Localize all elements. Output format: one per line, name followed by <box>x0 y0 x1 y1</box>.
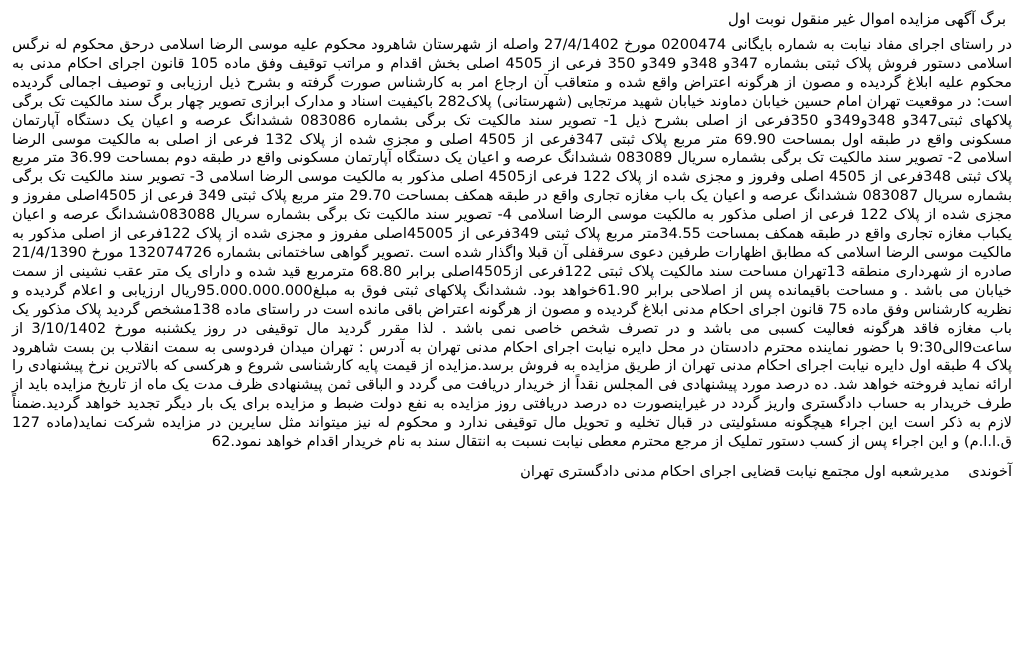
document-title: برگ آگهی مزایده اموال غیر منقول نوبت اول <box>728 10 1006 28</box>
signature-block <box>12 462 1012 482</box>
document-body: در راستای اجرای مفاد نیابت به شماره بایگانی 0200474 مورخ 27/4/1402 واصله از شهرستان شاهرود محکوم علیه موسی الرضا اسلامی درحق محکوم له نرگس اسلامی دستور فروش پلاک ثبتی بشماره 347و 348و 349و 350 فرعی از 4505 اصلی بخش اقدام و مراتب توقیف وفق ماده 105 قانون اجرای احکام مدنی به محکوم علیه ابلاغ گردیده و مصون از هرگونه اعتراض واقع شده و متعاقب آن ارجاع امر به کارشناس صورت گرفته و بشرح ذیل ارزیابی و توصیف اجمالی گردیده است: در موقعیت تهران امام حسین خیابان دماوند خیابان شهید مرتجایی (شهرستانی) پلاک282 باکیفیت اسناد و مدارک ابرازی تصویر چهار برگ سند مالکیت تک برگی پلاکهای ثبتی347و 348و349و 350فرعی از اصلی بشرح ذیل 1- تصویر سند مالکیت تک برگی بشماره 083086 ششدانگ عرصه و اعیان یک دستگاه آپارتمان مسکونی واقع در طبقه اول بمساحت 69.90 متر مربع پلاک ثبتی 347فرعی از 4505 اصلی و مجزی شده از پلاک 132 فرعی از اصلی به مالکیت موسی الرضا اسلامی 2- تصویر سند مالکیت تک برگی بشماره سریال 083089 ششدانگ عرصه و اعیان یک دستگاه آپارتمان مسکونی واقع در طبقه دوم بمساحت 36.99 متر مربع پلاک ثبتی 348فرعی از 4505 اصلی وفروز و مجزی شده از پلاک 122 فرعی از4505 اصلی مذکور به مالکیت موسی الرضا اسلامی 3- تصویر سند مالکیت تک برگی بشماره سریال 083087 ششدانگ عرصه و اعیان یک باب مغازه تجاری واقع در طبقه همکف بمساحت 29.70 متر مربع پلاک ثبتی 349 فرعی از 4505اصلی مفروز و مجزی شده از پلاک 122 فرعی از اصلی مذکور به مالکیت موسی الرضا اسلامی 4- تصویر سند مالکیت تک برگی بشماره سریال 083088ششدانگ عرصه و اعیان یکباب مغازه تجاری واقع در طبقه همکف بمساحت 34.55متر مربع پلاک ثبتی 349فرعی از 45005اصلی مفروز و مجزی شده از پلاک 122فرعی از اصلی مذکور به مالکیت موسی الرضا اسلامی که مطابق اظهارات طرفین دعوی سرقفلی آن قبلا واگذار شده است .تصویر گواهی ساختمانی بشماره 132074726 مورخ 21/4/1390 صادره از شهرداری منطقه 13تهران مساحت سند مالکیت پلاک ثبتی 122فرعی از4505اصلی برابر 68.80 مترمربع قید شده و دارای یک متر عقب نشینی از سمت خیابان می باشد . و مساحت باقیمانده پس از اصلاحی برابر 61.90خواهد بود. ششدانگ پلاکهای ثبتی فوق به مبلغ95.000.000.000ریال ارزیابی و اعلام گردیده و نظریه کارشناس وفق ماده 75 قانون اجرای احکام مدنی ابلاغ گردیده و مصون از هرگونه اعتراض باقی مانده است در راستای ماده 138مشخص گردید پلاک مذکور یک باب مغازه فاقد هرگونه فعالیت کسبی می باشد و در تصرف شخص خاصی نمی باشد . لذا مقرر گردید مال توقیفی در روز یکشنبه مورخ 3/10/1402 از ساعت9الی9:30 با حضور نماینده محترم دادستان در محل دایره نیابت اجرای احکام مدنی تهران به آدرس : تهران میدان فردوسی به سمت انقلاب بن بست شاهرود پلاک 4 طبقه اول دایره نیابت اجرای احکام مدنی تهران از طریق مزایده به فروش برسد.مزایده از قیمت پایه کارشناسی شروع و هرکسی که بالاترین نرخ پیشنهادی را ارائه نماید فروخته خواهد شد. ده درصد مورد پیشنهادی فی المجلس نقداً از خریدار دریافت می گردد و الباقی ثمن پیشنهادی ظرف مدت یک ماه از تاریخ مزایده باید از طرف خریدار به حساب دادگستری واریز گردد در غیراینصورت ده درصد دریافتی روز مزایده به نفع دولت ضبط و مزایده برای یک بار دیگر تجدید خواهد گردید.ضمناً لازم به ذکر است این اجراء هیچگونه مسئولیتی در قبال تخلیه و تحویل مال توقیفی ندارد و محکوم له نیز میتواند مثل سایرین در مزایده شرکت نماید(ماده 127 ق.ا.ا.م) و این اجراء پس از کسب دستور تملیک از مرجع محترم معطی نیابت نسبت به انتقال سند به نام خریدار اقدام خواهد نمود.62 <box>12 36 1013 451</box>
signature-role: مدیرشعبه اول مجتمع نیابت قضایی اجرای احکام مدنی دادگستری تهران <box>520 462 950 480</box>
signature-name: آخوندی <box>968 462 1012 480</box>
